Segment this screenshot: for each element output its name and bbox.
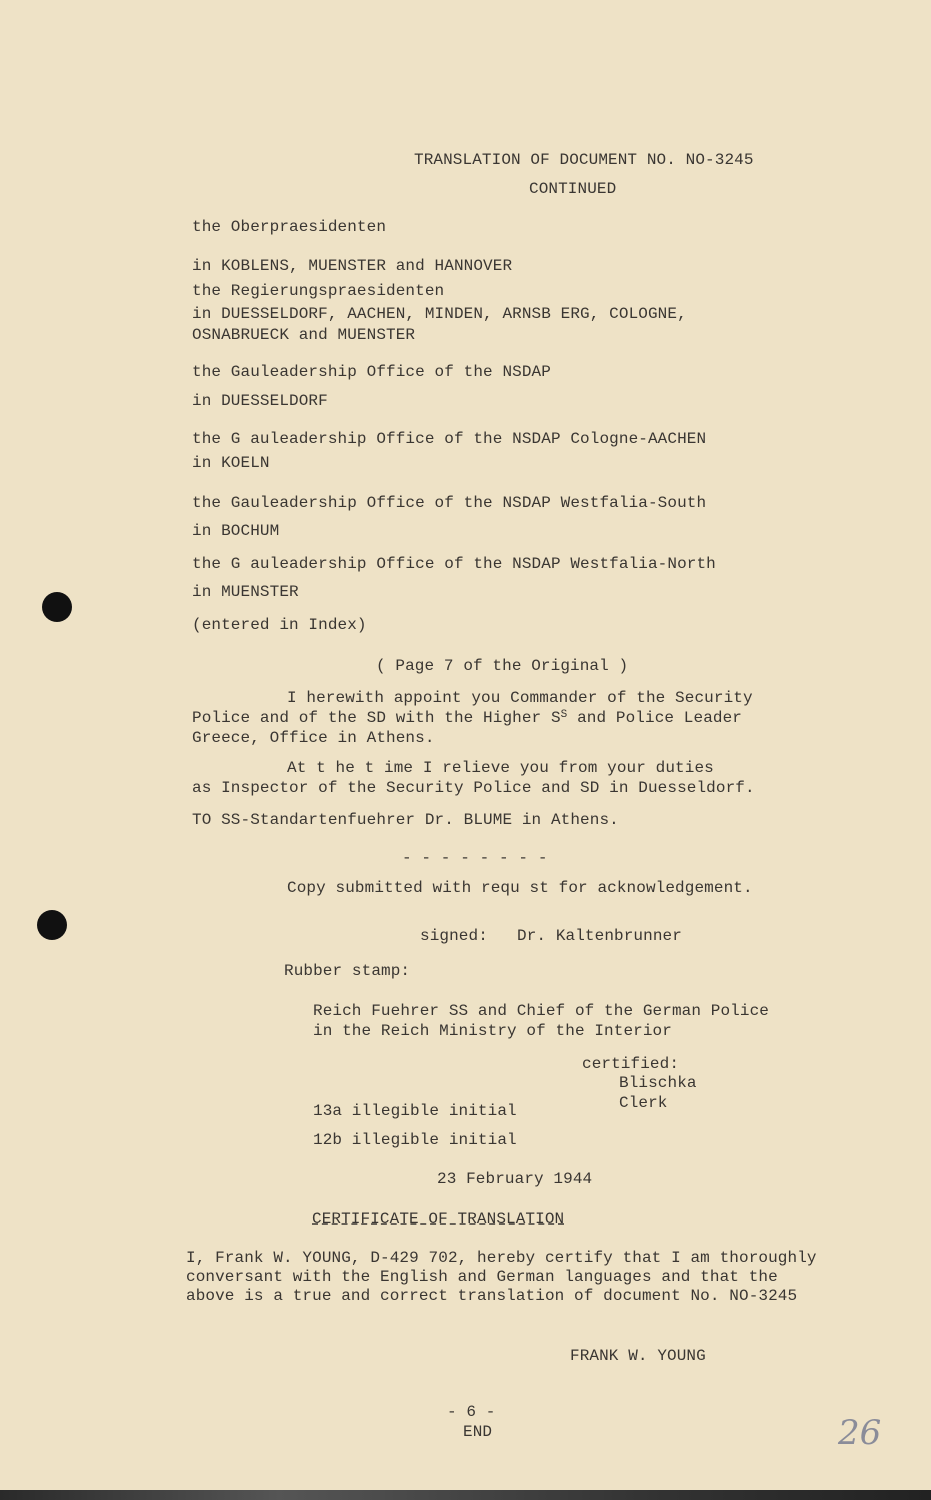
stamp-line: in the Reich Ministry of the Interior	[313, 1022, 672, 1040]
document-date: 23 February 1944	[437, 1170, 593, 1188]
certificate-line: I, Frank W. YOUNG, D-429 702, hereby certify that I am thoroughly	[186, 1249, 817, 1267]
addressee-line: the Regierungspraesidenten	[192, 282, 445, 300]
certified-name: Blischka	[619, 1074, 697, 1092]
end-marker: END	[463, 1423, 493, 1441]
addressee-line: the G auleadership Office of the NSDAP Cologne-AACHEN	[192, 430, 707, 448]
signed-line: signed: Dr. Kaltenbrunner	[420, 927, 682, 945]
body-line: Police and of the SD with the Higher $S^S$ and Police Leader	[192, 709, 743, 727]
addressee-line: (entered in Index)	[192, 616, 367, 634]
copy-note: Copy submitted with requ st for acknowledgement.	[287, 879, 753, 897]
addressee-line: in BOCHUM	[192, 522, 280, 540]
handwritten-page-number: 26	[838, 1413, 882, 1453]
page-number: - 6 -	[447, 1403, 496, 1421]
body-line: as Inspector of the Security Police and SD in Duesseldorf.	[192, 779, 755, 797]
initial-line: 13a illegible initial	[313, 1102, 517, 1120]
certificate-line: above is a true and correct translation of document No. NO-3245	[186, 1287, 798, 1305]
punch-hole	[37, 910, 67, 940]
certified-title: Clerk	[619, 1094, 668, 1112]
certificate-title: CERTIFICATE OF TRANSLATION	[312, 1210, 565, 1228]
certificate-line: conversant with the English and German languages and that the	[186, 1268, 778, 1286]
scan-edge	[0, 1490, 931, 1500]
body-line: I herewith appoint you Commander of the Security	[287, 689, 753, 707]
addressee-line: the G auleadership Office of the NSDAP Westfalia-North	[192, 555, 716, 573]
page-note: ( Page 7 of the Original )	[376, 657, 629, 675]
addressee-line: OSNABRUECK and MUENSTER	[192, 326, 416, 344]
separator: - - - - - - - -	[402, 849, 548, 867]
document-title: TRANSLATION OF DOCUMENT NO. NO-3245	[414, 151, 754, 169]
body-line: TO SS-Standartenfuehrer Dr. BLUME in Athens.	[192, 811, 619, 829]
addressee-line: in DUESSELDORF	[192, 392, 328, 410]
addressee-line: the Gauleadership Office of the NSDAP Westfalia-South	[192, 494, 707, 512]
body-line: Greece, Office in Athens.	[192, 729, 435, 747]
addressee-line: the Oberpraesidenten	[192, 218, 387, 236]
addressee-line: in MUENSTER	[192, 583, 299, 601]
document-subtitle: CONTINUED	[529, 180, 617, 198]
certified-label: certified:	[582, 1055, 680, 1073]
translator-signature: FRANK W. YOUNG	[570, 1347, 706, 1365]
body-line: At t he t ime I relieve you from your duties	[287, 759, 714, 777]
addressee-line: in KOBLENS, MUENSTER and HANNOVER	[192, 257, 513, 275]
addressee-line: the Gauleadership Office of the NSDAP	[192, 363, 551, 381]
initial-line: 12b illegible initial	[313, 1131, 517, 1149]
rubber-stamp-label: Rubber stamp:	[284, 962, 411, 980]
stamp-line: Reich Fuehrer SS and Chief of the German Police	[313, 1002, 769, 1020]
addressee-line: in DUESSELDORF, AACHEN, MINDEN, ARNSB ERG, COLOGNE,	[192, 305, 687, 323]
addressee-line: in KOELN	[192, 454, 270, 472]
punch-hole	[42, 592, 72, 622]
